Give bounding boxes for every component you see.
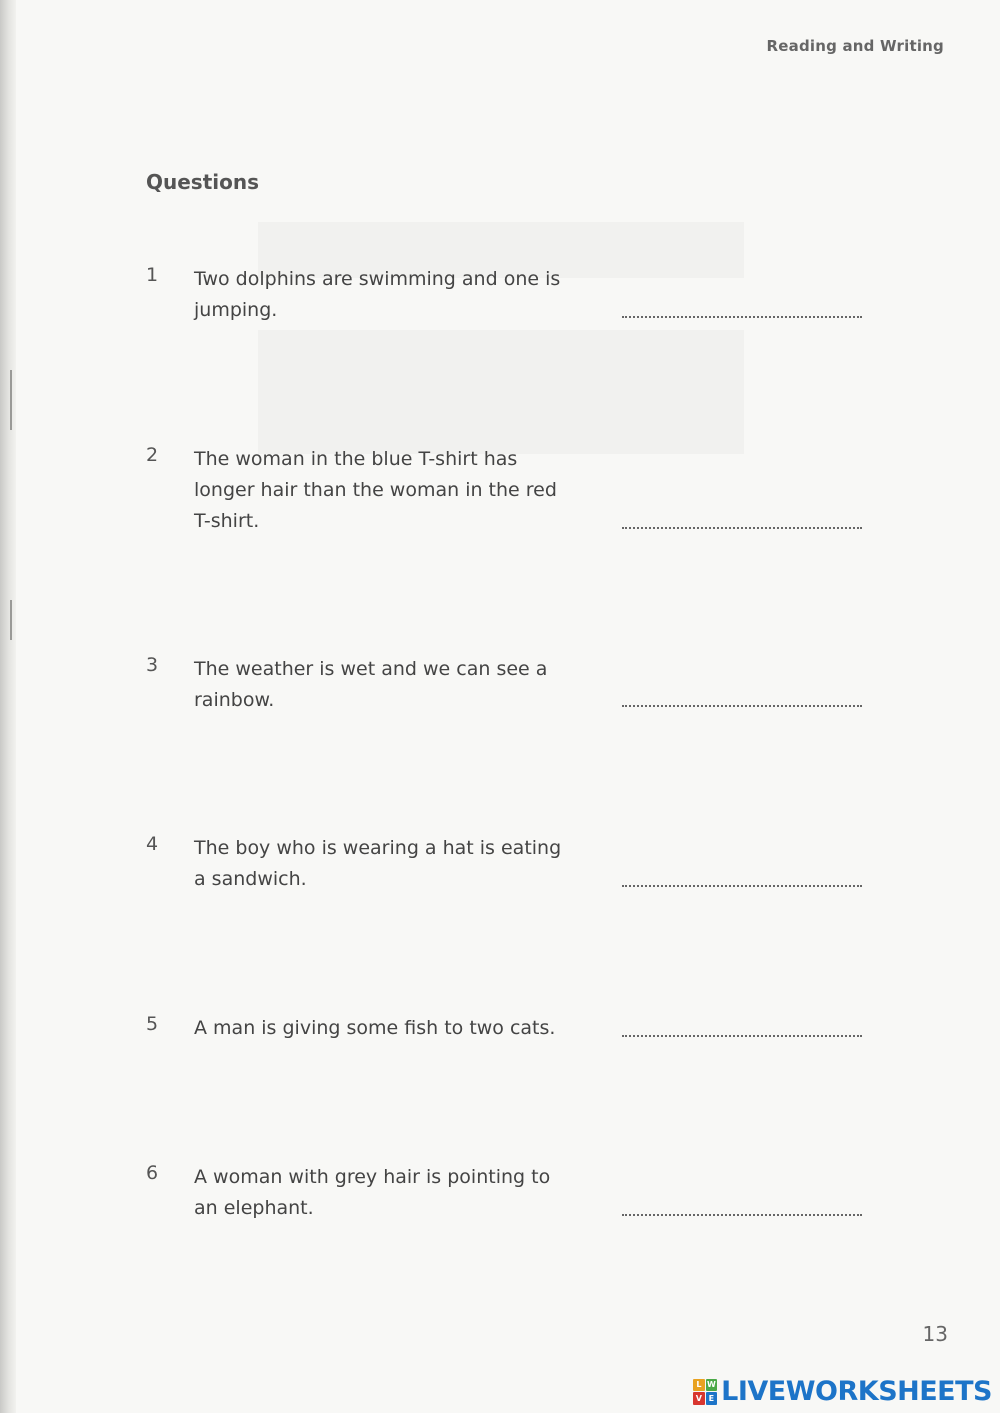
liveworksheets-brand[interactable] — [693, 1376, 992, 1407]
question-item — [146, 1013, 866, 1113]
page-spine — [0, 0, 16, 1413]
question-number: 3 — [146, 654, 159, 676]
question-text: Two dolphins are swimming and one is jumping. — [194, 268, 561, 321]
question-text: The weather is wet and we can see a rainbow. — [194, 658, 548, 711]
question-text: The woman in the blue T-shirt has longer hair than the woman in the red T-shirt. — [194, 448, 557, 532]
question-item — [146, 264, 866, 364]
logo-tile: E — [706, 1392, 718, 1405]
question-text: A man is giving some fish to two cats. — [194, 1017, 556, 1039]
page-number: 13 — [922, 1322, 948, 1346]
liveworksheets-logo-icon — [693, 1379, 717, 1405]
answer-line[interactable] — [622, 1035, 862, 1037]
answer-line[interactable] — [622, 705, 862, 707]
answer-line[interactable] — [622, 885, 862, 887]
question-number: 1 — [146, 264, 159, 286]
question-number: 2 — [146, 444, 159, 466]
logo-tile: W — [706, 1380, 716, 1390]
spine-mark — [10, 600, 12, 640]
section-title: Questions — [146, 170, 260, 194]
logo-tile: L — [693, 1379, 705, 1392]
running-header: Reading and Writing — [766, 37, 944, 55]
question-item — [146, 1162, 866, 1262]
answer-line[interactable] — [622, 1214, 862, 1216]
answer-line[interactable] — [622, 527, 862, 529]
question-item — [146, 833, 866, 933]
question-item — [146, 654, 866, 754]
brand-name: LIVEWORKSHEETS — [721, 1376, 992, 1407]
question-number: 5 — [146, 1013, 159, 1035]
question-number: 6 — [146, 1162, 159, 1184]
question-text: A woman with grey hair is pointing to an elephant. — [194, 1166, 551, 1219]
question-item — [146, 444, 866, 544]
spine-mark — [10, 370, 12, 430]
question-number: 4 — [146, 833, 159, 855]
answer-line[interactable] — [622, 316, 862, 318]
question-text: The boy who is wearing a hat is eating a sandwich. — [194, 837, 562, 890]
logo-tile: V — [693, 1392, 705, 1405]
